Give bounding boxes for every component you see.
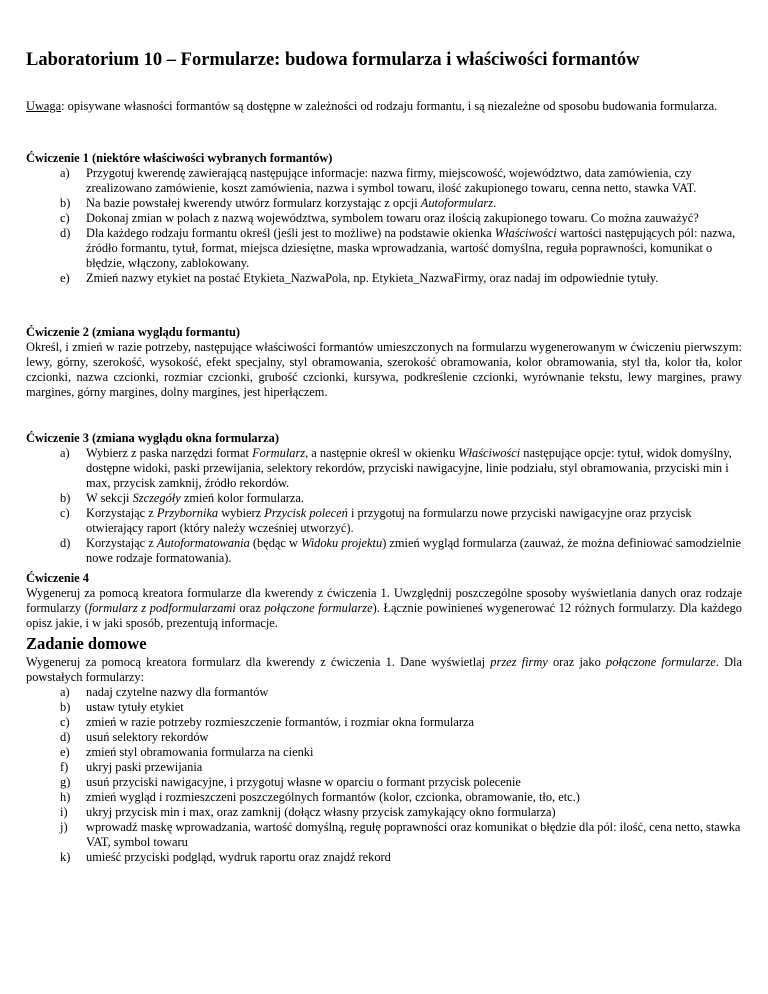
paragraph-emphasis: połączone formularze bbox=[606, 655, 716, 669]
list-marker: g) bbox=[60, 775, 71, 789]
list-item-emphasis: Autoformularz bbox=[420, 196, 494, 210]
list-item-emphasis: Przycisk poleceń bbox=[264, 506, 348, 520]
list-marker: h) bbox=[60, 790, 71, 804]
page-title: Laboratorium 10 – Formularze: budowa formularza i właściwości formantów bbox=[26, 50, 640, 70]
list-item-text: ukryj paski przewijania bbox=[86, 760, 203, 774]
list-item-emphasis: Szczegóły bbox=[132, 491, 181, 505]
list-item-text: ukryj przycisk min i max, oraz zamknij (dołącz własny przycisk zamykający okno formularza) bbox=[86, 805, 556, 819]
exercise-2-text: Określ, i zmień w razie potrzeby, następujące właściwości formantów umieszczonych na formularzu wygenerowanym w ćwiczeniu pierwszym: lewy, górny, szerokość, wysokość, efekt specjalny, styl obramowania, szerokość obramowania, kolor obramowania, styl tła, kolor tła, kolor czcionki, nazwa czcionki, rozmiar czcionki, grubość czcionki, kursywa, podkreślenie czcionki, wyrównanie tekstu, lewy margines, prawy margines, górny margines, dolny margines, jest hiperłączem. bbox=[26, 340, 742, 399]
list-item bbox=[26, 506, 742, 536]
list-item-text: usuń przyciski nawigacyjne, i przygotuj własne w oparciu o formant przycisk polecenie bbox=[86, 775, 521, 789]
list-marker: j) bbox=[60, 820, 68, 834]
list-item-text: ustaw tytuły etykiet bbox=[86, 700, 184, 714]
list-item-emphasis: Przybornika bbox=[156, 506, 219, 520]
list-item-text: wartości następujących pól: nazwa, źródło formantu, tytuł, format, miejsca dziesiętne, maska wprowadzania, wartość domyślna, reguła poprawności, komunikat o błędzie, włączony, zablokowany. bbox=[86, 226, 736, 270]
note-text: : opisywane własności formantów są dostępne w zależności od rodzaju formantu, i są niezależne od sposobu budowania formularza. bbox=[61, 99, 718, 113]
list-item-text: wybierz bbox=[218, 506, 265, 520]
list-item-text: usuń selektory rekordów bbox=[86, 730, 209, 744]
list-marker: a) bbox=[60, 166, 70, 180]
paragraph-emphasis: połączone formularze bbox=[264, 601, 373, 615]
exercise-3 bbox=[26, 431, 742, 566]
list-marker: e) bbox=[60, 271, 70, 285]
list-item-text: W sekcji bbox=[86, 491, 133, 505]
paragraph-text: oraz jako bbox=[547, 655, 606, 669]
note-label: Uwaga bbox=[26, 99, 62, 113]
list-marker: b) bbox=[60, 700, 71, 714]
list-item bbox=[26, 805, 742, 820]
list-item-emphasis: Właściwości bbox=[494, 226, 557, 240]
list-item bbox=[26, 820, 742, 850]
exercise-1 bbox=[26, 151, 742, 286]
list-marker: i) bbox=[60, 805, 68, 819]
list-marker: b) bbox=[60, 491, 71, 505]
list-item-emphasis: Właściwości bbox=[458, 446, 521, 460]
list-item-text: Wybierz z paska narzędzi format bbox=[86, 446, 253, 460]
list-item bbox=[26, 775, 742, 790]
list-item bbox=[26, 446, 742, 491]
list-item-text: zmień w razie potrzeby rozmieszczenie formantów, i rozmiar okna formularza bbox=[86, 715, 474, 729]
list-marker: c) bbox=[60, 715, 70, 729]
list-item-text: ) zmień wygląd formularza (zauważ, że można definiować samodzielnie nowe rodzaje formatowania). bbox=[86, 536, 742, 565]
list-item-text: wprowadź maskę wprowadzania, wartość domyślną, regułę poprawności oraz komunikat o błędzie dla pól: ilość, cena netto, stawka VAT, symbol towaru bbox=[86, 820, 741, 849]
list-marker: e) bbox=[60, 745, 70, 759]
list-item bbox=[26, 715, 742, 730]
homework-section bbox=[26, 655, 742, 865]
note-paragraph bbox=[26, 99, 742, 114]
exercise-3-heading: Ćwiczenie 3 (zmiana wyglądu okna formularza) bbox=[26, 431, 279, 445]
list-item-text: Na bazie powstałej kwerendy utwórz formularz korzystając z opcji bbox=[86, 196, 421, 210]
exercise-1-heading: Ćwiczenie 1 (niektóre właściwości wybranych formantów) bbox=[26, 151, 333, 165]
list-marker: d) bbox=[60, 226, 71, 240]
list-item bbox=[26, 536, 742, 566]
list-item bbox=[26, 226, 742, 271]
list-item-emphasis: Formularz bbox=[252, 446, 306, 460]
list-marker: c) bbox=[60, 211, 70, 225]
list-item bbox=[26, 760, 742, 775]
list-item-text: Przygotuj kwerendę zawierającą następujące informacje: nazwa firmy, miejscowość, województwo, data zamówienia, czy zrealizowano zamówienie, koszt zamówienia, nazwa i symbol towaru, ilość zakupionego towaru, cenna netto, stawka VAT. bbox=[86, 166, 697, 195]
paragraph-text: oraz bbox=[235, 601, 265, 615]
list-item-text: nadaj czytelne nazwy dla formantów bbox=[86, 685, 269, 699]
list-item bbox=[26, 685, 742, 700]
list-item-text: Dla każdego rodzaju formantu określ (jeśli jest to możliwe) na podstawie okienka bbox=[86, 226, 495, 240]
list-item-text: Korzystając z bbox=[86, 536, 157, 550]
homework-heading: Zadanie domowe bbox=[26, 634, 147, 653]
list-item-text: Dokonaj zmian w polach z nazwą województwa, symbolem towaru oraz ilością zakupionego towaru. Co można zauważyć? bbox=[86, 211, 699, 225]
exercise-4-heading: Ćwiczenie 4 bbox=[26, 571, 89, 585]
list-item-text: i przygotuj na formularzu nowe przyciski nawigacyjne oraz przycisk otwierający raport (który należy wcześniej utworzyć). bbox=[86, 506, 692, 535]
list-item-emphasis: Widoku projektu bbox=[301, 536, 383, 550]
list-marker: a) bbox=[60, 685, 70, 699]
list-marker: d) bbox=[60, 536, 71, 550]
exercise-4 bbox=[26, 571, 742, 631]
list-item-text: . bbox=[493, 196, 497, 210]
list-item bbox=[26, 271, 742, 286]
list-item bbox=[26, 166, 742, 196]
list-item-text: zmień kolor formularza. bbox=[180, 491, 304, 505]
list-item bbox=[26, 790, 742, 805]
list-item bbox=[26, 211, 742, 226]
homework-intro bbox=[26, 655, 742, 685]
list-marker: c) bbox=[60, 506, 70, 520]
paragraph-text: Wygeneruj za pomocą kreatora formularze dla kwerendy z ćwiczenia 1. Uwzględnij poszczególne sposoby wyświetlania danych oraz rodzaje formularzy ( bbox=[26, 586, 742, 615]
homework-list bbox=[26, 685, 742, 865]
list-item-text: , a następnie określ w okienku bbox=[305, 446, 459, 460]
list-marker: k) bbox=[60, 850, 71, 864]
exercise-4-text bbox=[26, 586, 742, 631]
exercise-2 bbox=[26, 325, 742, 400]
list-item-text: umieść przyciski podgląd, wydruk raportu oraz znajdź rekord bbox=[86, 850, 391, 864]
paragraph-emphasis: przez firmy bbox=[490, 655, 548, 669]
list-item-text: Zmień nazwy etykiet na postać Etykieta_NazwaPola, np. Etykieta_NazwaFirmy, oraz nadaj im odpowiednie tytuły. bbox=[86, 271, 659, 285]
list-marker: d) bbox=[60, 730, 71, 744]
list-item-text: następujące opcje: tytuł, widok domyślny, dostępne widoki, paski przewijania, selektory rekordów, przyciski nawigacyjne, linie podziału, styl obramowania, przyciski min i max, przycisk zamknij, źródło rekordów. bbox=[86, 446, 732, 490]
paragraph-text: Wygeneruj za pomocą kreatora formularz dla kwerendy z ćwiczenia 1. Dane wyświetlaj bbox=[26, 655, 491, 669]
list-item-text: zmień styl obramowania formularza na cienki bbox=[86, 745, 314, 759]
list-item-emphasis: Autoformatowania bbox=[156, 536, 250, 550]
exercise-3-list bbox=[26, 446, 742, 566]
paragraph-text: ). Łącznie powinieneś wygenerować 12 różnych formularzy. Dla każdego opisz jakie, i w jaki sposób, prezentują informacje. bbox=[26, 601, 742, 630]
list-marker: b) bbox=[60, 196, 71, 210]
exercise-2-heading: Ćwiczenie 2 (zmiana wyglądu formantu) bbox=[26, 325, 241, 339]
list-marker: a) bbox=[60, 446, 70, 460]
list-item bbox=[26, 745, 742, 760]
list-marker: f) bbox=[60, 760, 69, 774]
list-item-text: Korzystając z bbox=[86, 506, 157, 520]
list-item bbox=[26, 700, 742, 715]
list-item-text: zmień wygląd i rozmieszczeni poszczególnych formantów (kolor, czcionka, obramowanie, tło, etc.) bbox=[86, 790, 580, 804]
paragraph-text: . Dla powstałych formularzy: bbox=[26, 655, 742, 684]
list-item bbox=[26, 730, 742, 745]
list-item bbox=[26, 196, 742, 211]
list-item-text: (będąc w bbox=[249, 536, 302, 550]
exercise-1-list bbox=[26, 166, 742, 286]
list-item bbox=[26, 850, 742, 865]
list-item bbox=[26, 491, 742, 506]
paragraph-emphasis: formularz z podformularzami bbox=[88, 601, 236, 615]
